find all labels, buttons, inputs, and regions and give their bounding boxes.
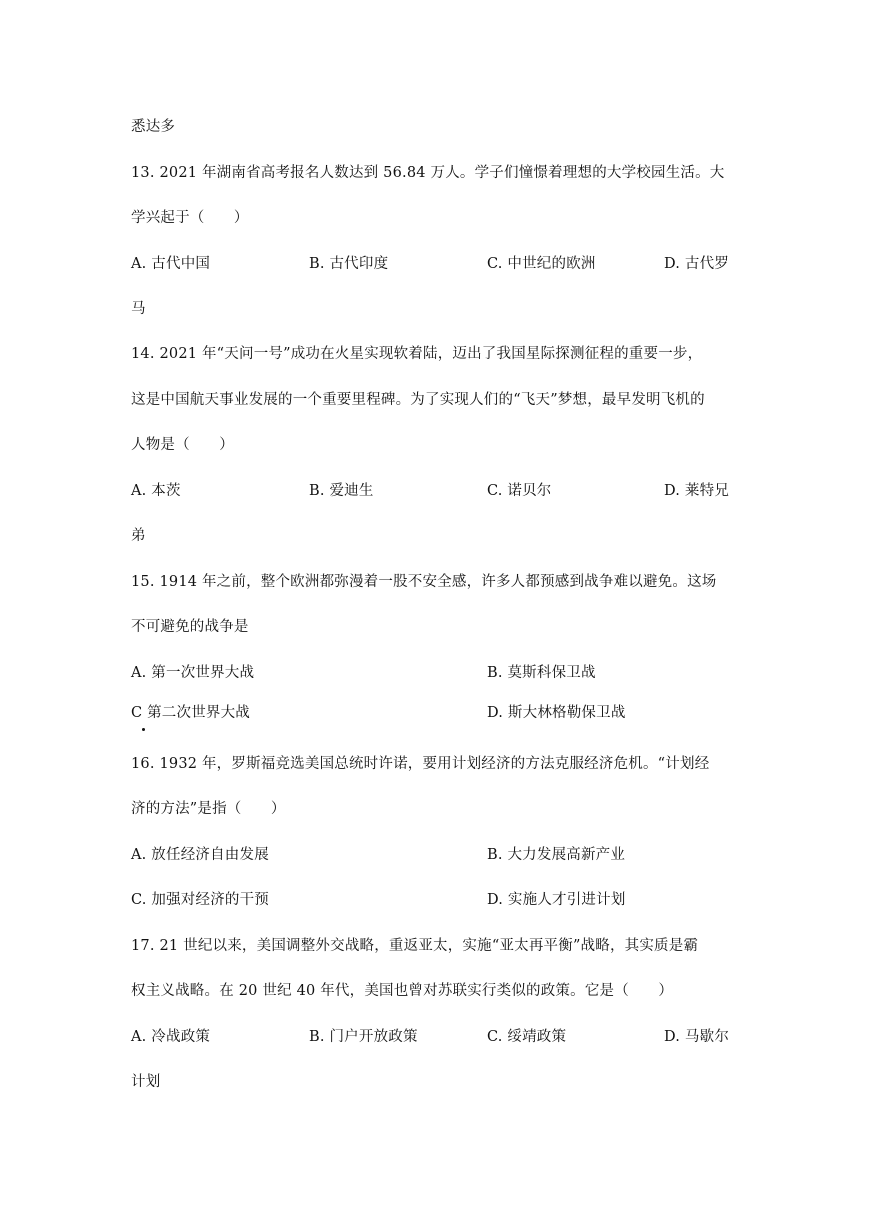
- q17-option-c: C. 绥靖政策: [487, 1029, 567, 1045]
- q16-line-1: 16. 1932 年，罗斯福竞选美国总统时许诺，要用计划经济的方法克服经济危机。“计划经: [131, 756, 710, 772]
- q15-option-d: D. 斯大林格勒保卫战: [487, 705, 626, 721]
- q17-option-a: A. 冷战政策: [131, 1029, 211, 1045]
- q14-line-3: 人物是（ ）: [131, 437, 234, 453]
- q13-option-d: D. 古代罗: [664, 256, 730, 272]
- q16-line-2: 济的方法”是指（ ）: [131, 801, 286, 817]
- q13-line-2: 学兴起于（ ）: [131, 210, 249, 226]
- stray-dot-mark: [142, 728, 145, 731]
- q17-option-d-wrap: 计划: [131, 1074, 161, 1090]
- q14-option-b: B. 爱迪生: [309, 483, 374, 499]
- q15-option-a: A. 第一次世界大战: [131, 665, 255, 681]
- q17-option-d: D. 马歇尔: [664, 1029, 730, 1045]
- q17-option-b: B. 门户开放政策: [309, 1029, 418, 1045]
- q17-line-2: 权主义战略。在 20 世纪 40 年代，美国也曾对苏联实行类似的政策。它是（ ）: [131, 983, 674, 999]
- q14-option-c: C. 诺贝尔: [487, 483, 552, 499]
- q14-option-a: A. 本茨: [131, 483, 181, 499]
- q14-option-d: D. 莱特兄: [664, 483, 730, 499]
- q14-line-1: 14. 2021 年“天问一号”成功在火星实现软着陆，迈出了我国星际探测征程的重要一步，: [131, 346, 703, 362]
- q15-option-b: B. 莫斯科保卫战: [487, 665, 596, 681]
- q16-option-c: C. 加强对经济的干预: [131, 892, 269, 908]
- q13-option-c: C. 中世纪的欧洲: [487, 256, 596, 272]
- q15-option-c: C 第二次世界大战: [131, 705, 251, 721]
- q14-option-d-wrap: 弟: [131, 528, 146, 544]
- q16-option-a: A. 放任经济自由发展: [131, 847, 269, 863]
- q14-line-2: 这是中国航天事业发展的一个重要里程碑。为了实现人们的“飞天”梦想，最早发明飞机的: [131, 392, 705, 408]
- q13-line-1: 13. 2021 年湖南省高考报名人数达到 56.84 万人。学子们憧憬着理想的大学校园生活。大: [131, 165, 725, 181]
- q15-line-1: 15. 1914 年之前，整个欧洲都弥漫着一股不安全感，许多人都预感到战争难以避免。这场: [131, 574, 717, 590]
- q13-option-d-wrap: 马: [131, 301, 146, 317]
- q13-option-a: A. 古代中国: [131, 256, 211, 272]
- q16-option-b: B. 大力发展高新产业: [487, 847, 626, 863]
- q13-option-b: B. 古代印度: [309, 256, 389, 272]
- prev-answer-tail: 悉达多: [131, 119, 176, 135]
- q16-option-d: D. 实施人才引进计划: [487, 892, 626, 908]
- q15-line-2: 不可避免的战争是: [131, 619, 249, 635]
- q17-line-1: 17. 21 世纪以来，美国调整外交战略，重返亚太，实施“亚太再平衡”战略，其实质是霸: [131, 938, 699, 954]
